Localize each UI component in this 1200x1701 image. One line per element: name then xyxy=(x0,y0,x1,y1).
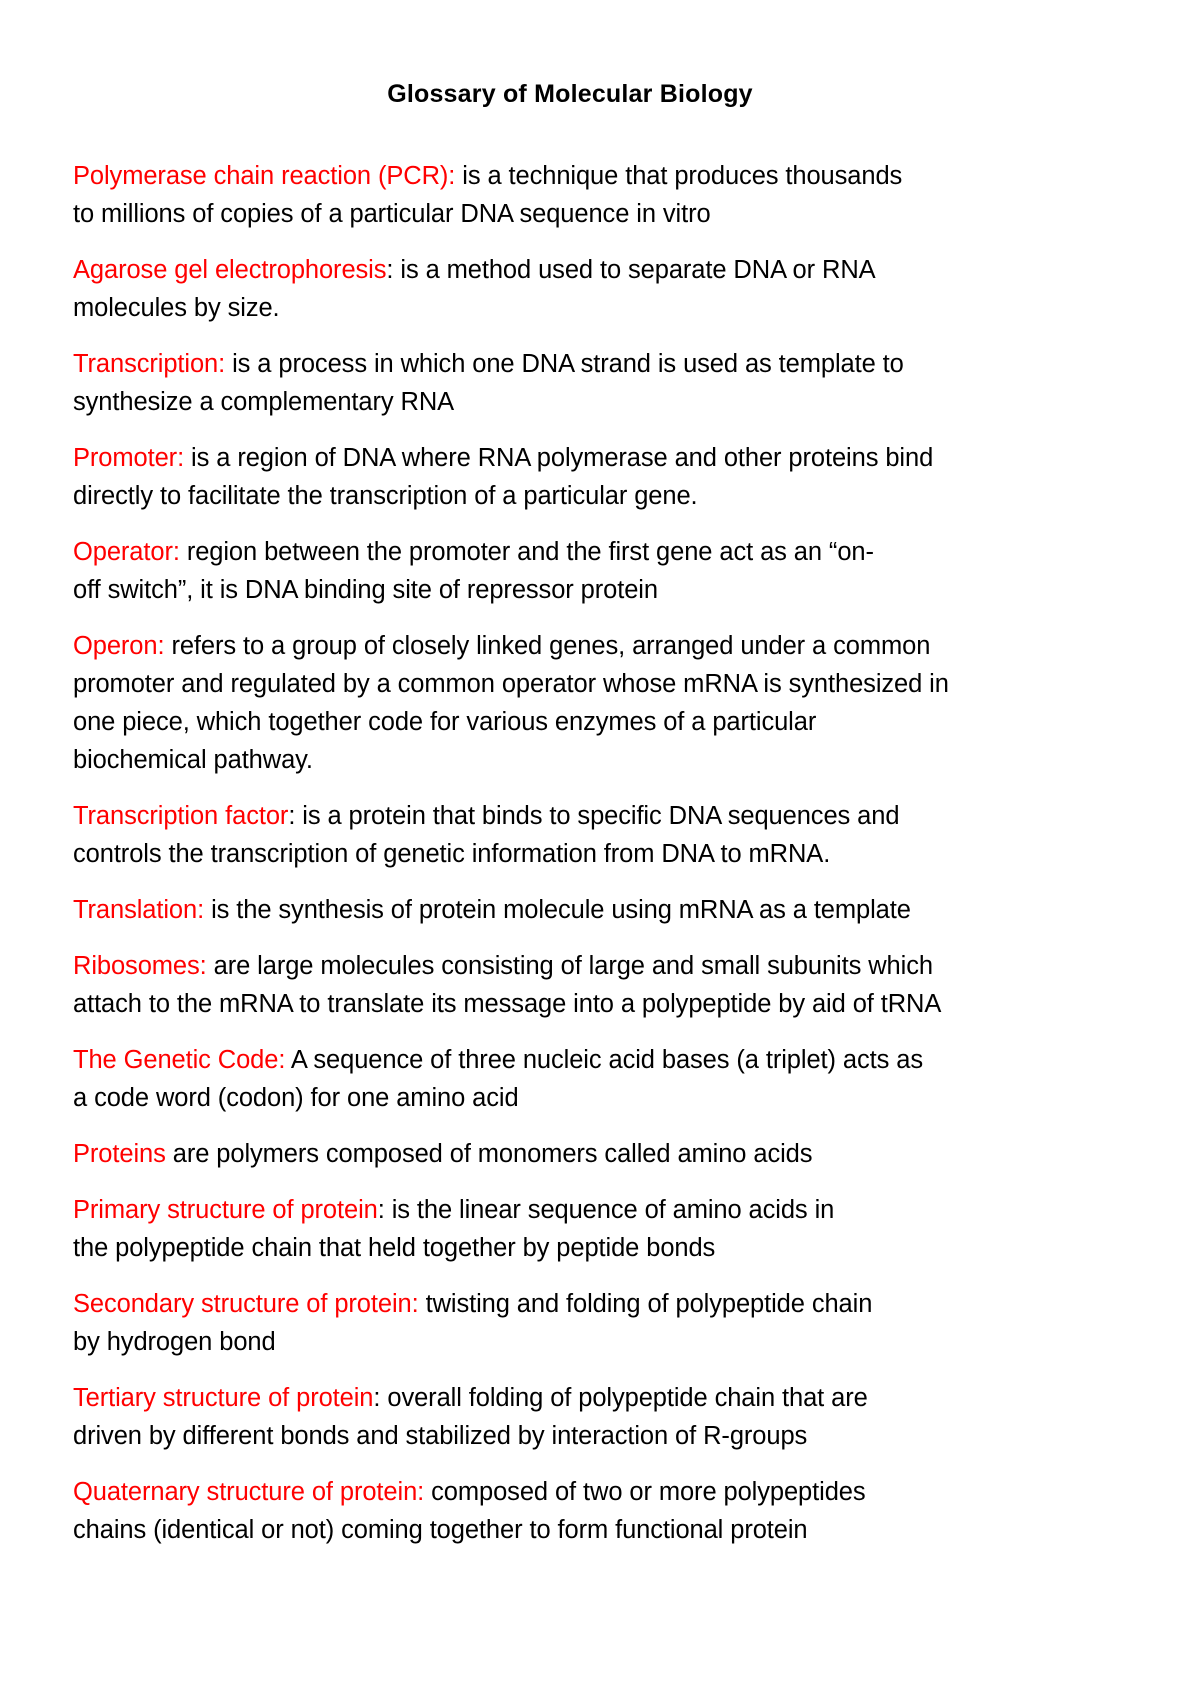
entry-line xyxy=(73,985,1113,1023)
entry-line xyxy=(73,835,1113,873)
entry-line xyxy=(73,947,1113,985)
glossary-definition: : overall folding of polypeptide chain that are xyxy=(373,1384,868,1412)
glossary-entry xyxy=(73,1135,1113,1173)
entry-line xyxy=(73,383,1113,421)
entry-line xyxy=(73,571,1113,609)
glossary-entry xyxy=(73,1379,1113,1455)
glossary-definition: the polypeptide chain that held together by peptide bonds xyxy=(73,1234,716,1262)
glossary-definition: twisting and folding of polypeptide chain xyxy=(418,1290,873,1318)
entry-line xyxy=(73,289,1113,327)
glossary-definition: region between the promoter and the first gene act as an “on- xyxy=(179,538,874,566)
glossary-definition: to millions of copies of a particular DNA sequence in vitro xyxy=(73,200,711,228)
entry-line xyxy=(73,1135,1113,1173)
glossary-entry xyxy=(73,1191,1113,1267)
glossary-list xyxy=(73,157,1113,1567)
glossary-definition: refers to a group of closely linked genes, arranged under a common xyxy=(164,632,931,660)
glossary-definition: a code word (codon) for one amino acid xyxy=(73,1084,519,1112)
glossary-entry xyxy=(73,627,1113,779)
glossary-term: Primary structure of protein xyxy=(73,1196,378,1224)
entry-line xyxy=(73,157,1113,195)
glossary-entry xyxy=(73,1473,1113,1549)
glossary-definition: promoter and regulated by a common operator whose mRNA is synthesized in xyxy=(73,670,949,698)
glossary-definition: : is a method used to separate DNA or RNA xyxy=(386,256,876,284)
glossary-entry xyxy=(73,157,1113,233)
glossary-term: Transcription factor xyxy=(73,802,289,830)
glossary-entry xyxy=(73,891,1113,929)
entry-line xyxy=(73,665,1113,703)
glossary-definition: is a technique that produces thousands xyxy=(455,162,903,190)
entry-line xyxy=(73,1511,1113,1549)
entry-line xyxy=(73,1379,1113,1417)
glossary-term: Polymerase chain reaction (PCR): xyxy=(73,162,456,190)
glossary-definition: molecules by size. xyxy=(73,294,280,322)
entry-line xyxy=(73,195,1113,233)
entry-line xyxy=(73,741,1113,779)
glossary-definition: : is the linear sequence of amino acids in xyxy=(377,1196,835,1224)
glossary-definition: driven by different bonds and stabilized by interaction of R-groups xyxy=(73,1422,808,1450)
glossary-term: The Genetic Code: xyxy=(73,1046,286,1074)
glossary-definition: A sequence of three nucleic acid bases (a triplet) acts as xyxy=(285,1046,923,1074)
glossary-definition: are polymers composed of monomers called amino acids xyxy=(165,1140,813,1168)
glossary-definition: is a process in which one DNA strand is used as template to xyxy=(225,350,904,378)
glossary-term: Ribosomes: xyxy=(73,952,207,980)
glossary-term: Transcription: xyxy=(73,350,226,378)
document-title: Glossary of Molecular Biology xyxy=(387,80,753,108)
glossary-definition: chains (identical or not) coming together to form functional protein xyxy=(73,1516,808,1544)
glossary-definition: directly to facilitate the transcription of a particular gene. xyxy=(73,482,698,510)
entry-line xyxy=(73,1285,1113,1323)
entry-line xyxy=(73,891,1113,929)
entry-line xyxy=(73,533,1113,571)
glossary-entry xyxy=(73,345,1113,421)
entry-line xyxy=(73,1229,1113,1267)
entry-line xyxy=(73,1323,1113,1361)
entry-line xyxy=(73,797,1113,835)
glossary-definition: controls the transcription of genetic information from DNA to mRNA. xyxy=(73,840,831,868)
entry-line xyxy=(73,703,1113,741)
entry-line xyxy=(73,251,1113,289)
glossary-entry xyxy=(73,439,1113,515)
glossary-entry xyxy=(73,797,1113,873)
glossary-definition: off switch”, it is DNA binding site of repressor protein xyxy=(73,576,658,604)
entry-line xyxy=(73,345,1113,383)
entry-line xyxy=(73,477,1113,515)
glossary-entry xyxy=(73,1041,1113,1117)
entry-line xyxy=(73,439,1113,477)
glossary-definition: is a region of DNA where RNA polymerase and other proteins bind xyxy=(184,444,934,472)
glossary-definition: composed of two or more polypeptides xyxy=(424,1478,866,1506)
entry-line xyxy=(73,1079,1113,1117)
glossary-term: Agarose gel electrophoresis xyxy=(73,256,387,284)
glossary-entry xyxy=(73,533,1113,609)
glossary-term: Secondary structure of protein: xyxy=(73,1290,419,1318)
glossary-definition: one piece, which together code for various enzymes of a particular xyxy=(73,708,817,736)
glossary-entry xyxy=(73,947,1113,1023)
glossary-term: Translation: xyxy=(73,896,205,924)
entry-line xyxy=(73,627,1113,665)
entry-line xyxy=(73,1191,1113,1229)
glossary-definition: biochemical pathway. xyxy=(73,746,313,774)
glossary-term: Proteins xyxy=(73,1140,166,1168)
glossary-entry xyxy=(73,251,1113,327)
glossary-term: Tertiary structure of protein xyxy=(73,1384,374,1412)
glossary-definition: : is a protein that binds to specific DNA sequences and xyxy=(288,802,900,830)
glossary-definition: synthesize a complementary RNA xyxy=(73,388,455,416)
glossary-definition: are large molecules consisting of large and small subunits which xyxy=(206,952,933,980)
glossary-definition: by hydrogen bond xyxy=(73,1328,276,1356)
glossary-definition: is the synthesis of protein molecule using mRNA as a template xyxy=(204,896,911,924)
glossary-definition: attach to the mRNA to translate its message into a polypeptide by aid of tRNA xyxy=(73,990,942,1018)
glossary-term: Promoter: xyxy=(73,444,185,472)
glossary-term: Quaternary structure of protein: xyxy=(73,1478,425,1506)
entry-line xyxy=(73,1417,1113,1455)
entry-line xyxy=(73,1041,1113,1079)
entry-line xyxy=(73,1473,1113,1511)
glossary-term: Operon: xyxy=(73,632,165,660)
glossary-entry xyxy=(73,1285,1113,1361)
glossary-term: Operator: xyxy=(73,538,180,566)
